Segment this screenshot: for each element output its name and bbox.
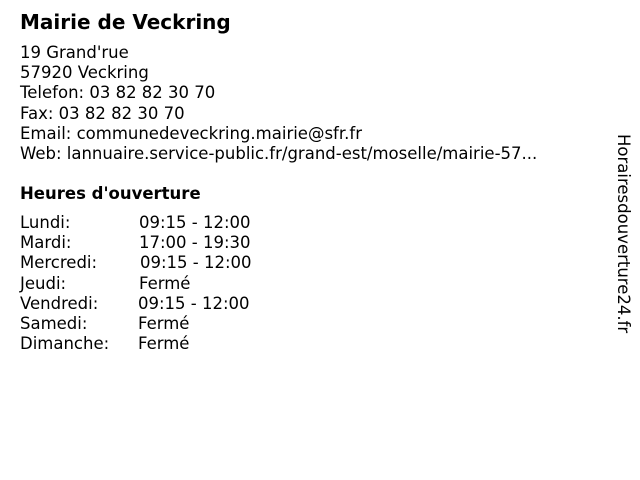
day-hours: Fermé <box>138 334 190 354</box>
site-watermark <box>609 134 639 344</box>
day-hours: 09:15 - 12:00 <box>138 293 250 313</box>
address-street: 19 Grand'rue <box>20 43 129 62</box>
phone-line: Telefon: 03 82 82 30 70 <box>20 83 216 103</box>
page-title: Mairie de Veckring <box>20 10 231 34</box>
address-city: 57920 Veckring <box>20 63 149 83</box>
day-hours: Fermé <box>139 273 191 293</box>
day-label: Jeudi: <box>20 273 67 293</box>
day-hours: Fermé <box>138 313 190 333</box>
web-line: Web: lannuaire.service-public.fr/grand-est/moselle/mairie-57... <box>20 143 538 163</box>
day-label: Mercredi: <box>20 253 98 273</box>
day-hours: 17:00 - 19:30 <box>139 233 251 253</box>
contact-block <box>20 43 537 164</box>
day-hours: 09:15 - 12:00 <box>140 253 252 273</box>
day-label: Lundi: <box>20 213 71 232</box>
fax-line: Fax: 03 82 82 30 70 <box>20 103 185 123</box>
day-label: Vendredi: <box>20 293 99 313</box>
day-hours: 09:15 - 12:00 <box>139 213 251 232</box>
day-label: Samedi: <box>20 313 88 333</box>
opening-hours-heading: Heures d'ouverture <box>20 184 201 203</box>
day-label: Mardi: <box>20 233 72 253</box>
email-line: Email: communedeveckring.mairie@sfr.fr <box>20 123 362 143</box>
day-label: Dimanche: <box>20 334 110 354</box>
watermark-text: Horairesdouverture24.fr <box>614 134 633 334</box>
